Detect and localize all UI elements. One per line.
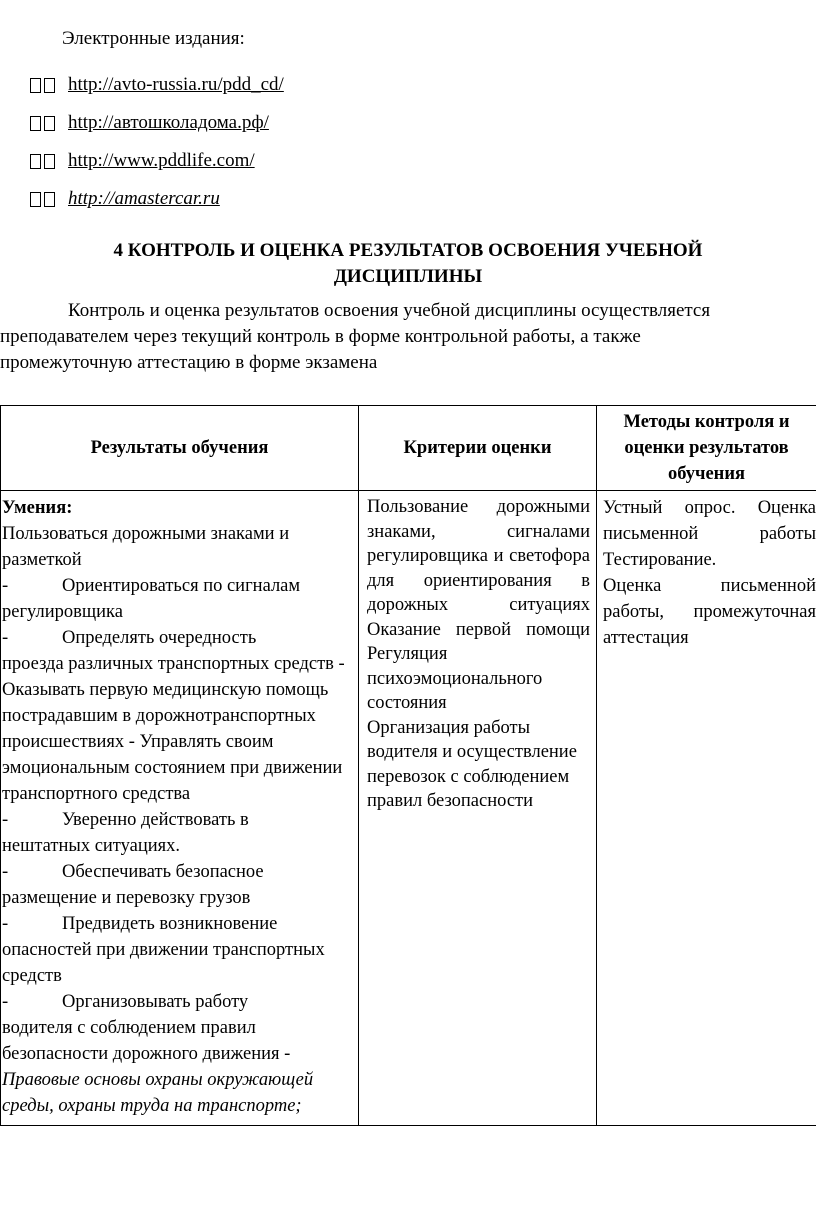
methods-cell	[597, 491, 816, 1126]
criteria-cell	[359, 491, 597, 1126]
intro-line: преподавателем через текущий контроль в форме контрольной работы, а также	[0, 326, 641, 347]
skill-line: - Обеспечивать безопасное	[2, 862, 264, 882]
link-item	[30, 180, 284, 218]
link-pddlife[interactable]: http://www.pddlife.com/	[68, 150, 255, 171]
methods-text: Устный опрос. Оценка письменной работы Тестирование.	[603, 498, 816, 570]
skill-line: - Определять очередность	[2, 628, 257, 648]
table-header-row	[1, 406, 816, 491]
table-row	[1, 491, 816, 1126]
skill-line: проезда различных транспортных средств - Оказывать первую медицинскую помощь пострадавшим в дорожнотранспортных происшествиях - Управлять своим эмоциональным состоянием при движении транспортного средства	[2, 654, 345, 804]
skill-line: нештатных ситуациях.	[2, 836, 181, 856]
skill-line: - Предвидеть возникновение	[2, 914, 278, 934]
missing-glyph-bullet-icon	[30, 192, 60, 207]
methods-text: Оценка письменной работы, промежуточная аттестация	[603, 576, 816, 648]
skill-line: размещение и перевозку грузов	[2, 888, 251, 908]
editions-link-list	[30, 66, 284, 218]
skills-italic-note: Правовые основы охраны окружающей среды, охраны труда на транспорте;	[2, 1070, 314, 1116]
link-avto-russia[interactable]: http://avto-russia.ru/pdd_cd/	[68, 74, 284, 95]
skills-intro: Пользоваться дорожными знаками и разметкой	[2, 524, 290, 570]
results-table	[0, 405, 816, 1126]
missing-glyph-bullet-icon	[30, 78, 60, 93]
skill-line: - Уверенно действовать в	[2, 810, 249, 830]
section-title	[0, 238, 816, 290]
link-item	[30, 142, 284, 180]
link-item	[30, 104, 284, 142]
criteria-text: Пользование дорожными знаками, сигналами регулировщика и светофора для ориентирования в дорожных ситуациях Оказание первой помощи Регуляция психоэмоционального состояния	[367, 497, 590, 713]
intro-line: Контроль и оценка результатов освоения учебной дисциплины осуществляется	[68, 300, 711, 321]
header-criteria: Критерии оценки	[359, 406, 597, 491]
skill-line: регулировщика	[2, 602, 123, 622]
skills-cell	[1, 491, 359, 1126]
intro-line: промежуточную аттестацию в форме экзамена	[0, 352, 378, 373]
header-methods: Методы контроля и оценки результатов обучения	[597, 406, 816, 491]
missing-glyph-bullet-icon	[30, 154, 60, 169]
section-title-line: ДИСЦИПЛИНЫ	[333, 266, 483, 287]
intro-paragraph	[0, 298, 800, 376]
criteria-text: Организация работы водителя и осуществление перевозок с соблюдением правил безопасности	[367, 717, 577, 811]
missing-glyph-bullet-icon	[30, 116, 60, 131]
skill-line: водителя с соблюдением правил безопасности дорожного движения -	[2, 1018, 291, 1064]
skill-line: опасностей при движении транспортных средств	[2, 940, 325, 986]
editions-heading: Электронные издания:	[62, 28, 245, 49]
link-item	[30, 66, 284, 104]
link-avtoshkoladoma[interactable]: http://автошколадома.рф/	[68, 112, 269, 133]
skills-title: Умения:	[2, 498, 73, 518]
header-learning-results: Результаты обучения	[1, 406, 359, 491]
skill-line: - Организовывать работу	[2, 992, 249, 1012]
link-amastercar[interactable]: http://amastercar.ru	[68, 188, 220, 209]
section-title-line: 4 КОНТРОЛЬ И ОЦЕНКА РЕЗУЛЬТАТОВ ОСВОЕНИЯ УЧЕБНОЙ	[113, 240, 703, 261]
skill-line: - Ориентироваться по сигналам	[2, 576, 301, 596]
